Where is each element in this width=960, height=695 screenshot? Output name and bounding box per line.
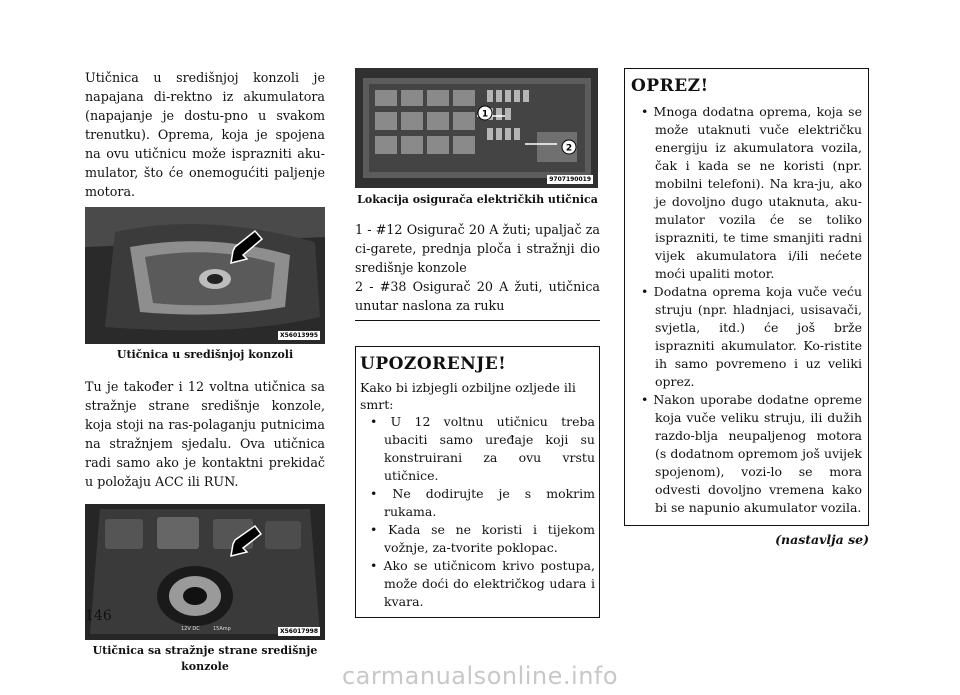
rear-console-photo-graphic [85, 504, 325, 640]
page-number: 146 [85, 608, 112, 624]
fuse-item-1: 1 - #12 Osigurač 20 A žuti; upaljač za ci-garete, prednja ploča i stražnji dio središnje konzole [355, 222, 600, 275]
callout-2-number: 2 [565, 143, 573, 154]
photo-caption: Utičnica u središnjoj konzoli [116, 348, 294, 361]
warning-list [360, 413, 595, 611]
watermark-text: carmanualsonline.info [341, 662, 619, 690]
list-item: • Kada se ne koristi i tijekom vožnje, za-tvorite poklopac. [360, 521, 595, 557]
caution-title: OPREZ! [631, 76, 709, 96]
fuse-item-2: 2 - #38 Osigurač 20 A žuti, utičnica unutar naslona za ruku [355, 279, 600, 313]
caution-list [631, 103, 862, 517]
list-item: • Ne dodirujte je s mokrim rukama. [360, 485, 595, 521]
middle-column [355, 68, 600, 618]
console-outlet-paragraph: Utičnica u središnjoj konzoli je napajana di-rektno iz akumulatora (napajanje je dostu-pno u svakom trenutku). Oprema, koja je spojena na ovu utičnicu može isprazniti aku-mulator, što će onemogućiti paljenje motora. [85, 70, 325, 199]
photo-reference-code: 9707190019 [549, 176, 591, 183]
photo-caption: Utičnica sa stražnje strane središnje konzole [92, 644, 318, 673]
warning-box [355, 346, 600, 618]
fuse-box-photo [355, 68, 598, 188]
center-console-outlet-photo [85, 207, 325, 344]
list-item: • Mnoga dodatna oprema, koja se može utaknuti vuče električku energiju iz akumulatora vozila, čak i kada se ne koristi (npr. mobilni telefoni). Na kra-ju, ako je dovoljno dugo utaknuta, aku-mulator vozila će se toliko isprazniti, te time smanjiti radni vijek akumulatora i/ili nećete moći upaliti motor. [631, 103, 862, 283]
list-item: • Dodatna oprema koja vuče veću struju (npr. hladnjaci, usisavači, svjetla, itd.) će još brže isprazniti akumulator. Ko-ristite ih samo povremeno i uz veliki oprez. [631, 283, 862, 391]
continued-note: (nastavlja se) [775, 532, 869, 547]
list-item: • Nakon uporabe dodatne opreme koja vuče veliku struju, ili dužih razdo-blja neupaljenog motora (s dodatnom opremom još uvijek spojenom), vozi-lo se mora odvesti dovoljno vremena kako bi se napunio akumulator vozila. [631, 391, 862, 517]
photo-reference-code: X56017998 [279, 628, 318, 635]
photo-reference-code: X56013995 [279, 332, 318, 339]
warning-lead: Kako bi izbjegli ozbiljne ozljede ili smrt: [360, 380, 576, 412]
list-item: • Ako se utičnicom krivo postupa, može doći do električkog udara i kvara. [360, 557, 595, 611]
divider [355, 320, 600, 321]
rear-console-outlet-photo [85, 504, 325, 640]
left-column [85, 68, 325, 675]
warning-title: UPOZORENJE! [360, 354, 507, 374]
outlet-amp-label: 15Amp [213, 626, 231, 632]
outlet-rating-label: 12V DC [181, 626, 200, 632]
right-column [624, 68, 869, 547]
callout-1-number: 1 [481, 109, 489, 120]
photo-caption: Lokacija osigurača električkih utičnica [357, 193, 598, 206]
fuse-box-graphic [355, 68, 598, 188]
rear-outlet-paragraph: Tu je također i 12 voltna utičnica sa stražnje strane središnje konzole, koja stoji na ras-polaganju putnicima na stražnjem sjedalu. Ova utičnica radi samo ako je kontaktni prekidač u položaju ACC ili RUN. [85, 379, 325, 489]
list-item: • U 12 voltnu utičnicu treba ubaciti samo uređaje koji su konstruirani za ovu vrstu utičnice. [360, 413, 595, 485]
console-photo-graphic [85, 207, 325, 344]
caution-box [624, 68, 869, 526]
